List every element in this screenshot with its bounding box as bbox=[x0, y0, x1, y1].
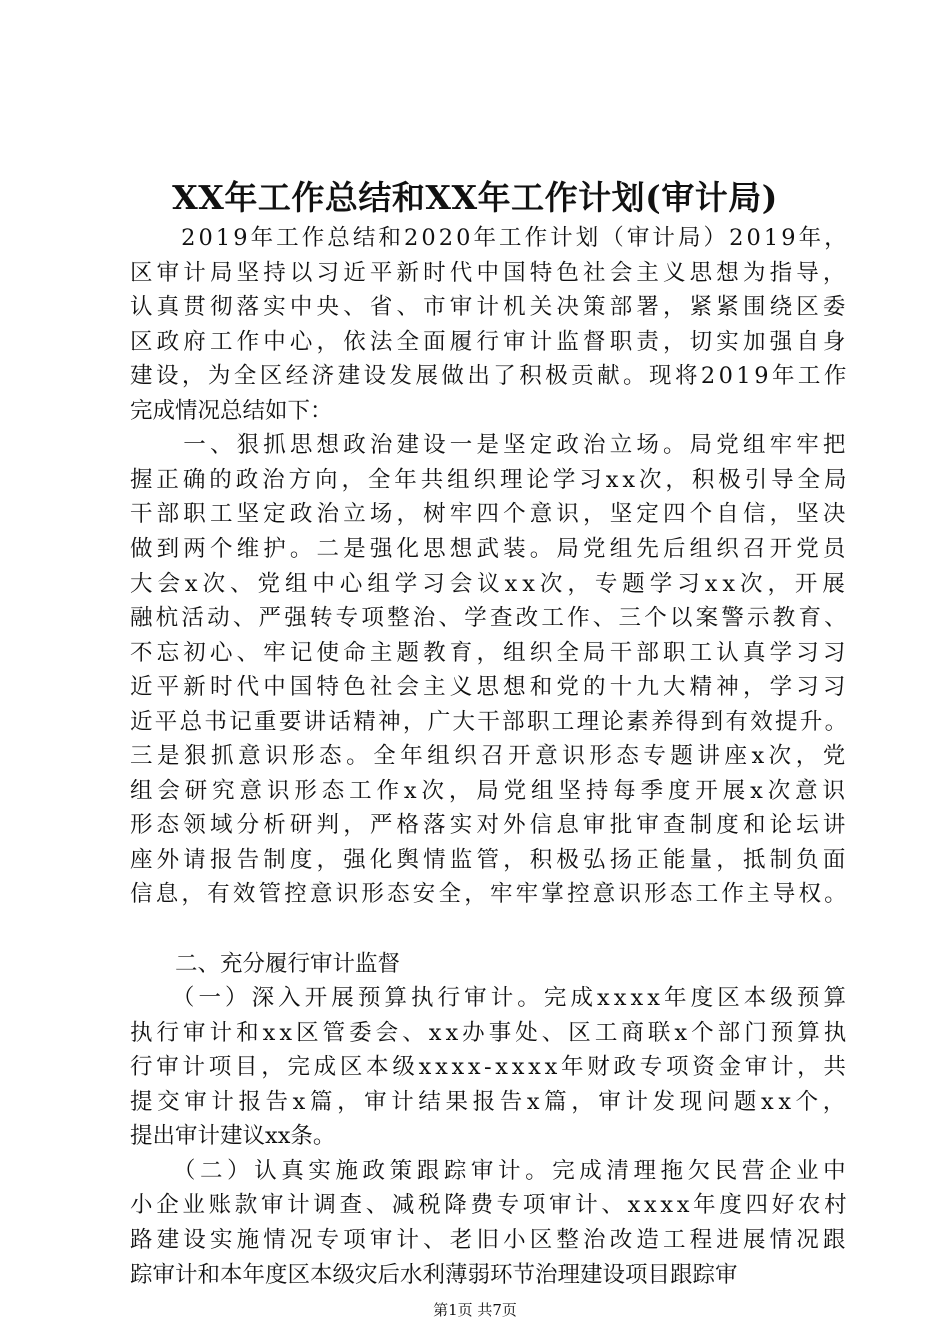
body-line: 大会x次、党组中心组学习会议xx次，专题学习xx次，开展 bbox=[130, 571, 850, 597]
body-line: 融杭活动、严强转专项整治、学查改工作、三个以案警示教育、 bbox=[130, 605, 850, 631]
body-line: 不忘初心、牢记使命主题教育，组织全局干部职工认真学习习 bbox=[130, 640, 850, 666]
body-line: 认真贯彻落实中央、省、市审计机关决策部署，紧紧围绕区委 bbox=[130, 294, 850, 320]
body-line: 完成情况总结如下： bbox=[130, 398, 333, 424]
body-line: 行审计项目，完成区本级xxxx-xxxx年财政专项资金审计，共 bbox=[130, 1054, 850, 1080]
body-line: 建设，为全区经济建设发展做出了积极贡献。现将2019年工作 bbox=[130, 363, 850, 389]
body-line: 座外请报告制度，强化舆情监管，积极弘扬正能量，抵制负面 bbox=[130, 847, 850, 873]
body-line: 组会研究意识形态工作x次，局党组坚持每季度开展x次意识 bbox=[130, 778, 850, 804]
body-line: 小企业账款审计调查、减税降费专项审计、xxxx年度四好农村 bbox=[130, 1192, 851, 1218]
section-heading: 二、充分履行审计监督 bbox=[130, 951, 401, 977]
body-line: 区政府工作中心，依法全面履行审计监督职责，切实加强自身 bbox=[130, 329, 850, 355]
body-line: 执行审计和xx区管委会、xx办事处、区工商联x个部门预算执 bbox=[130, 1020, 851, 1046]
body-line: 提交审计报告x篇，审计结果报告x篇，审计发现问题xx个， bbox=[130, 1089, 850, 1115]
body-line: 三是狠抓意识形态。全年组织召开意识形态专题讲座x次，党 bbox=[130, 743, 850, 769]
body-line: （一）深入开展预算执行审计。完成xxxx年度区本级预算 bbox=[130, 985, 851, 1011]
body-line: 近平新时代中国特色社会主义思想和党的十九大精神，学习习 bbox=[130, 674, 850, 700]
body-line: 提出审计建议xx条。 bbox=[130, 1123, 336, 1149]
body-line: 形态领域分析研判，严格落实对外信息审批审查制度和论坛讲 bbox=[130, 812, 850, 838]
body-line: （二）认真实施政策跟踪审计。完成清理拖欠民营企业中 bbox=[130, 1158, 851, 1184]
body-line: 区审计局坚持以习近平新时代中国特色社会主义思想为指导， bbox=[130, 260, 850, 286]
body-line: 做到两个维护。二是强化思想武装。局党组先后组织召开党员 bbox=[130, 536, 850, 562]
body-line: 2019年工作总结和2020年工作计划（审计局）2019年， bbox=[130, 225, 850, 251]
document-title: XX年工作总结和XX年工作计划(审计局) bbox=[172, 178, 778, 217]
body-line: 信息，有效管控意识形态安全，牢牢掌控意识形态工作主导权。 bbox=[130, 881, 850, 907]
page-number-footer: 第1页 共7页 bbox=[433, 1301, 517, 1319]
body-line: 干部职工坚定政治立场，树牢四个意识，坚定四个自信，坚决 bbox=[130, 501, 850, 527]
body-line: 一、狠抓思想政治建设一是坚定政治立场。局党组牢牢把 bbox=[130, 432, 850, 458]
body-line: 近平总书记重要讲话精神，广大干部职工理论素养得到有效提升。 bbox=[130, 709, 850, 735]
body-line: 握正确的政治方向，全年共组织理论学习xx次，积极引导全局 bbox=[130, 467, 851, 493]
body-line: 路建设实施情况专项审计、老旧小区整治改造工程进展情况跟 bbox=[130, 1227, 850, 1253]
body-line-overflow: 踪审计和本年度区本级灾后水利薄弱环节治理建设项目跟踪审 bbox=[130, 1262, 738, 1288]
